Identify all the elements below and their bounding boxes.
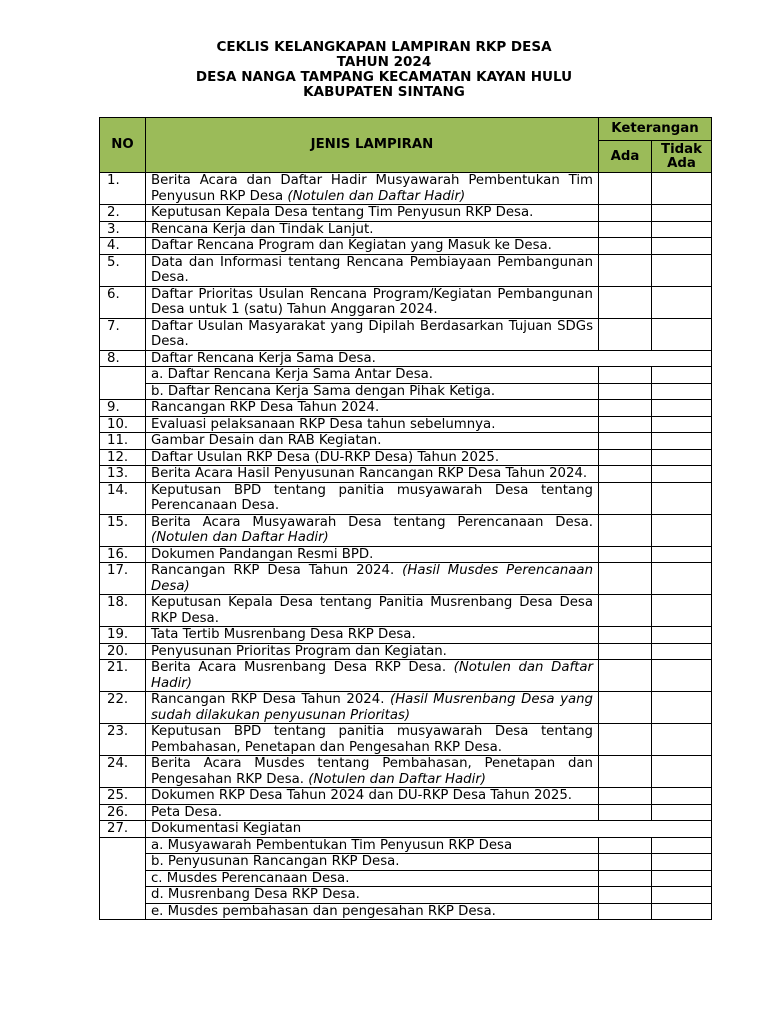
- table-row: [100, 433, 712, 450]
- tidak-ada-checkbox-cell[interactable]: [652, 903, 712, 920]
- row-note: (Notulen dan Daftar Hadir): [308, 771, 486, 787]
- table-row: [100, 692, 712, 724]
- row-number: [100, 870, 146, 887]
- ada-checkbox-cell[interactable]: [599, 804, 652, 821]
- ada-checkbox-cell[interactable]: [599, 788, 652, 805]
- tidak-ada-checkbox-cell[interactable]: [652, 383, 712, 400]
- row-number: 20.: [100, 643, 146, 660]
- tidak-ada-checkbox-cell[interactable]: [652, 318, 712, 350]
- ada-checkbox-cell[interactable]: [599, 254, 652, 286]
- tidak-ada-checkbox-cell[interactable]: [652, 546, 712, 563]
- ada-checkbox-cell[interactable]: [599, 221, 652, 238]
- ada-checkbox-cell[interactable]: [599, 546, 652, 563]
- row-text: a. Musyawarah Pembentukan Tim Penyusun RKP Desa: [151, 837, 513, 853]
- row-number: 6.: [100, 286, 146, 318]
- header-tidak-ada: [652, 141, 712, 173]
- row-description: [146, 286, 599, 318]
- row-text: Berita Acara Hasil Penyusunan Rancangan RKP Desa Tahun 2024.: [151, 466, 588, 481]
- table-row: [100, 383, 712, 400]
- row-description: [146, 724, 599, 756]
- tidak-ada-checkbox-cell[interactable]: [652, 854, 712, 871]
- table-row: [100, 887, 712, 904]
- tidak-ada-checkbox-cell[interactable]: [652, 887, 712, 904]
- row-description: [146, 433, 599, 450]
- row-description: [146, 221, 599, 238]
- table-row: [100, 286, 712, 318]
- row-number: 21.: [100, 660, 146, 692]
- row-text: Dokumen Pandangan Resmi BPD.: [151, 546, 374, 562]
- ada-checkbox-cell[interactable]: [599, 400, 652, 417]
- table-row: [100, 724, 712, 756]
- row-text: Penyusunan Prioritas Program dan Kegiatan.: [151, 643, 447, 659]
- row-number: 10.: [100, 416, 146, 433]
- row-description: [146, 254, 599, 286]
- row-description: [146, 627, 599, 644]
- tidak-ada-checkbox-cell[interactable]: [652, 433, 712, 450]
- table-row: [100, 903, 712, 920]
- table-row: [100, 238, 712, 255]
- row-text: Daftar Rencana Program dan Kegiatan yang Masuk ke Desa.: [151, 238, 552, 253]
- row-description: [146, 466, 599, 483]
- tidak-ada-checkbox-cell[interactable]: [652, 449, 712, 466]
- document-title: [0, 40, 768, 100]
- row-number: 2.: [100, 205, 146, 222]
- table-row: [100, 482, 712, 514]
- row-text: Keputusan BPD tentang panitia musyawarah Desa tentang Pembahasan, Penetapan dan Pengesahan RKP Desa.: [151, 724, 593, 755]
- row-number: 17.: [100, 563, 146, 595]
- tidak-ada-checkbox-cell[interactable]: [652, 595, 712, 627]
- row-text: Keputusan Kepala Desa tentang Panitia Musrenbang Desa Desa RKP Desa.: [151, 595, 593, 626]
- row-text: Keputusan Kepala Desa tentang Tim Penyusun RKP Desa.: [151, 205, 534, 220]
- tidak-ada-checkbox-cell[interactable]: [652, 173, 712, 205]
- row-description: [146, 595, 599, 627]
- tidak-ada-checkbox-cell[interactable]: [652, 367, 712, 384]
- checklist-body: [100, 173, 712, 920]
- tidak-ada-checkbox-cell[interactable]: [652, 692, 712, 724]
- row-description: [146, 903, 599, 920]
- header-no: NO: [100, 118, 146, 173]
- table-row: [100, 660, 712, 692]
- row-number: 26.: [100, 804, 146, 821]
- row-number: 27.: [100, 821, 146, 838]
- ada-checkbox-cell[interactable]: [599, 903, 652, 920]
- ada-checkbox-cell[interactable]: [599, 837, 652, 854]
- row-text: Berita Acara dan Daftar Hadir Musyawarah Pembentukan Tim Penyusun RKP Desa: [151, 173, 593, 204]
- table-row: [100, 449, 712, 466]
- row-number: 14.: [100, 482, 146, 514]
- ada-checkbox-cell[interactable]: [599, 660, 652, 692]
- row-number: 9.: [100, 400, 146, 417]
- row-description: [146, 400, 599, 417]
- checklist-table: [99, 117, 712, 920]
- row-text: Data dan Informasi tentang Rencana Pembiayaan Pembangunan Desa.: [151, 254, 593, 285]
- row-number: 19.: [100, 627, 146, 644]
- ada-checkbox-cell[interactable]: [599, 416, 652, 433]
- tidak-ada-checkbox-cell[interactable]: [652, 804, 712, 821]
- table-row: [100, 318, 712, 350]
- ada-checkbox-cell[interactable]: [599, 367, 652, 384]
- row-number: 18.: [100, 595, 146, 627]
- row-number: [100, 837, 146, 854]
- row-text: Dokumentasi Kegiatan: [151, 821, 302, 836]
- row-text: d. Musrenbang Desa RKP Desa.: [151, 887, 360, 902]
- row-text: Daftar Usulan RKP Desa (DU-RKP Desa) Tahun 2025.: [151, 449, 500, 465]
- tidak-ada-checkbox-cell[interactable]: [652, 788, 712, 805]
- row-text: Berita Acara Musyawarah Desa tentang Perencanaan Desa.: [151, 514, 593, 530]
- row-number: [100, 854, 146, 871]
- row-description: [146, 756, 599, 788]
- row-text: Tata Tertib Musrenbang Desa RKP Desa.: [151, 627, 416, 642]
- ada-checkbox-cell[interactable]: [599, 514, 652, 546]
- row-number: [100, 383, 146, 400]
- row-description: [146, 514, 599, 546]
- table-row: [100, 416, 712, 433]
- row-description: [146, 173, 599, 205]
- row-description: [146, 870, 599, 887]
- row-description: [146, 205, 599, 222]
- row-number: 7.: [100, 318, 146, 350]
- row-number: 5.: [100, 254, 146, 286]
- ada-checkbox-cell[interactable]: [599, 383, 652, 400]
- row-description: [146, 692, 599, 724]
- title-line-2: TAHUN 2024: [336, 54, 432, 70]
- row-text: Keputusan BPD tentang panitia musyawarah Desa tentang Perencanaan Desa.: [151, 482, 593, 513]
- row-description: [146, 788, 599, 805]
- row-number: 1.: [100, 173, 146, 205]
- row-number: 15.: [100, 514, 146, 546]
- ada-checkbox-cell[interactable]: [599, 286, 652, 318]
- ada-checkbox-cell[interactable]: [599, 318, 652, 350]
- tidak-ada-checkbox-cell[interactable]: [652, 837, 712, 854]
- row-note: (Notulen dan Daftar Hadir): [151, 660, 593, 691]
- row-note: (Notulen dan Daftar Hadir): [151, 530, 329, 545]
- row-description: [146, 821, 712, 838]
- row-note: (Hasil Musrenbang Desa yang sudah dilakukan penyusunan Prioritas): [151, 692, 593, 723]
- row-description: [146, 563, 599, 595]
- row-text: Gambar Desain dan RAB Kegiatan.: [151, 433, 382, 448]
- row-text: Evaluasi pelaksanaan RKP Desa tahun sebelumnya.: [151, 416, 496, 432]
- header-tidak-ada-line2: Ada: [667, 155, 696, 171]
- row-number: 22.: [100, 692, 146, 724]
- table-row: [100, 627, 712, 644]
- header-ada: Ada: [599, 141, 652, 173]
- ada-checkbox-cell[interactable]: [599, 563, 652, 595]
- ada-checkbox-cell[interactable]: [599, 627, 652, 644]
- row-description: [146, 416, 599, 433]
- ada-checkbox-cell[interactable]: [599, 756, 652, 788]
- row-number: 11.: [100, 433, 146, 450]
- tidak-ada-checkbox-cell[interactable]: [652, 870, 712, 887]
- table-row: [100, 466, 712, 483]
- ada-checkbox-cell[interactable]: [599, 205, 652, 222]
- row-note: (Notulen dan Daftar Hadir): [287, 188, 466, 204]
- table-row: [100, 837, 712, 854]
- ada-checkbox-cell[interactable]: [599, 854, 652, 871]
- row-number: 13.: [100, 466, 146, 483]
- title-line-3: DESA NANGA TAMPANG KECAMATAN KAYAN HULU: [195, 69, 573, 85]
- table-row: [100, 643, 712, 660]
- tidak-ada-checkbox-cell[interactable]: [652, 643, 712, 660]
- tidak-ada-checkbox-cell[interactable]: [652, 724, 712, 756]
- tidak-ada-checkbox-cell[interactable]: [652, 238, 712, 255]
- ada-checkbox-cell[interactable]: [599, 887, 652, 904]
- row-number: 16.: [100, 546, 146, 563]
- row-description: [146, 482, 599, 514]
- ada-checkbox-cell[interactable]: [599, 595, 652, 627]
- row-description: [146, 238, 599, 255]
- row-number: 8.: [100, 350, 146, 367]
- tidak-ada-checkbox-cell[interactable]: [652, 400, 712, 417]
- row-text: e. Musdes pembahasan dan pengesahan RKP Desa.: [151, 903, 496, 919]
- row-text: Berita Acara Musrenbang Desa RKP Desa.: [151, 660, 454, 675]
- ada-checkbox-cell[interactable]: [599, 449, 652, 466]
- row-text: Berita Acara Musdes tentang Pembahasan, Penetapan dan Pengesahan RKP Desa.: [151, 756, 593, 787]
- table-row: [100, 595, 712, 627]
- row-text: Daftar Usulan Masyarakat yang Dipilah Berdasarkan Tujuan SDGs Desa.: [151, 318, 593, 349]
- row-number: 23.: [100, 724, 146, 756]
- table-row: [100, 821, 712, 838]
- table-row: [100, 756, 712, 788]
- row-description: [146, 660, 599, 692]
- row-text: Dokumen RKP Desa Tahun 2024 dan DU-RKP Desa Tahun 2025.: [151, 788, 573, 803]
- row-description: [146, 837, 599, 854]
- ada-checkbox-cell[interactable]: [599, 724, 652, 756]
- row-description: [146, 643, 599, 660]
- ada-checkbox-cell[interactable]: [599, 466, 652, 483]
- table-row: [100, 804, 712, 821]
- tidak-ada-checkbox-cell[interactable]: [652, 466, 712, 483]
- table-row: [100, 563, 712, 595]
- row-text: b. Daftar Rencana Kerja Sama dengan Pihak Ketiga.: [151, 383, 496, 399]
- row-text: b. Penyusunan Rancangan RKP Desa.: [151, 854, 400, 869]
- row-text: c. Musdes Perencanaan Desa.: [151, 870, 350, 886]
- row-description: [146, 449, 599, 466]
- table-row: [100, 400, 712, 417]
- row-description: [146, 367, 599, 384]
- row-number: [100, 367, 146, 384]
- tidak-ada-checkbox-cell[interactable]: [652, 205, 712, 222]
- tidak-ada-checkbox-cell[interactable]: [652, 627, 712, 644]
- row-number: [100, 887, 146, 904]
- ada-checkbox-cell[interactable]: [599, 482, 652, 514]
- header-jenis-lampiran: JENIS LAMPIRAN: [146, 118, 599, 173]
- ada-checkbox-cell[interactable]: [599, 643, 652, 660]
- row-text: Daftar Prioritas Usulan Rencana Program/Kegiatan Pembangunan Desa untuk 1 (satu) Tahun Anggaran 2024.: [151, 286, 593, 317]
- row-description: [146, 804, 599, 821]
- row-description: [146, 546, 599, 563]
- table-row: [100, 173, 712, 205]
- row-number: 12.: [100, 449, 146, 466]
- title-line-4: KABUPATEN SINTANG: [303, 84, 465, 100]
- row-description: [146, 350, 712, 367]
- ada-checkbox-cell[interactable]: [599, 433, 652, 450]
- row-text: Rancangan RKP Desa Tahun 2024.: [151, 400, 380, 415]
- header-tidak-ada-line1: Tidak: [661, 141, 702, 157]
- tidak-ada-checkbox-cell[interactable]: [652, 756, 712, 788]
- tidak-ada-checkbox-cell[interactable]: [652, 482, 712, 514]
- tidak-ada-checkbox-cell[interactable]: [652, 286, 712, 318]
- table-row: [100, 514, 712, 546]
- table-row: [100, 546, 712, 563]
- title-line-1: CEKLIS KELANGKAPAN LAMPIRAN RKP DESA: [216, 39, 552, 55]
- row-description: [146, 887, 599, 904]
- row-description: [146, 383, 599, 400]
- ada-checkbox-cell[interactable]: [599, 692, 652, 724]
- row-note: (Hasil Musdes Perencanaan Desa): [151, 563, 593, 594]
- row-text: Daftar Rencana Kerja Sama Desa.: [151, 350, 376, 366]
- tidak-ada-checkbox-cell[interactable]: [652, 221, 712, 238]
- table-row: [100, 205, 712, 222]
- ada-checkbox-cell[interactable]: [599, 870, 652, 887]
- header-keterangan: Keterangan: [599, 118, 712, 141]
- table-row: [100, 870, 712, 887]
- table-row: [100, 854, 712, 871]
- table-row: [100, 788, 712, 805]
- table-row: [100, 254, 712, 286]
- row-number: 4.: [100, 238, 146, 255]
- row-description: [146, 854, 599, 871]
- row-text: Rancangan RKP Desa Tahun 2024.: [151, 563, 403, 578]
- tidak-ada-checkbox-cell[interactable]: [652, 254, 712, 286]
- row-text: Rencana Kerja dan Tindak Lanjut.: [151, 221, 374, 237]
- row-number: 25.: [100, 788, 146, 805]
- row-description: [146, 318, 599, 350]
- table-row: [100, 367, 712, 384]
- ada-checkbox-cell[interactable]: [599, 173, 652, 205]
- table-row: [100, 350, 712, 367]
- tidak-ada-checkbox-cell[interactable]: [652, 514, 712, 546]
- tidak-ada-checkbox-cell[interactable]: [652, 416, 712, 433]
- table-row: [100, 221, 712, 238]
- ada-checkbox-cell[interactable]: [599, 238, 652, 255]
- row-number: 24.: [100, 756, 146, 788]
- row-number: 3.: [100, 221, 146, 238]
- tidak-ada-checkbox-cell[interactable]: [652, 660, 712, 692]
- row-text: a. Daftar Rencana Kerja Sama Antar Desa.: [151, 367, 433, 382]
- row-text: Peta Desa.: [151, 804, 223, 820]
- tidak-ada-checkbox-cell[interactable]: [652, 563, 712, 595]
- row-number: [100, 903, 146, 920]
- row-text: Rancangan RKP Desa Tahun 2024.: [151, 692, 390, 707]
